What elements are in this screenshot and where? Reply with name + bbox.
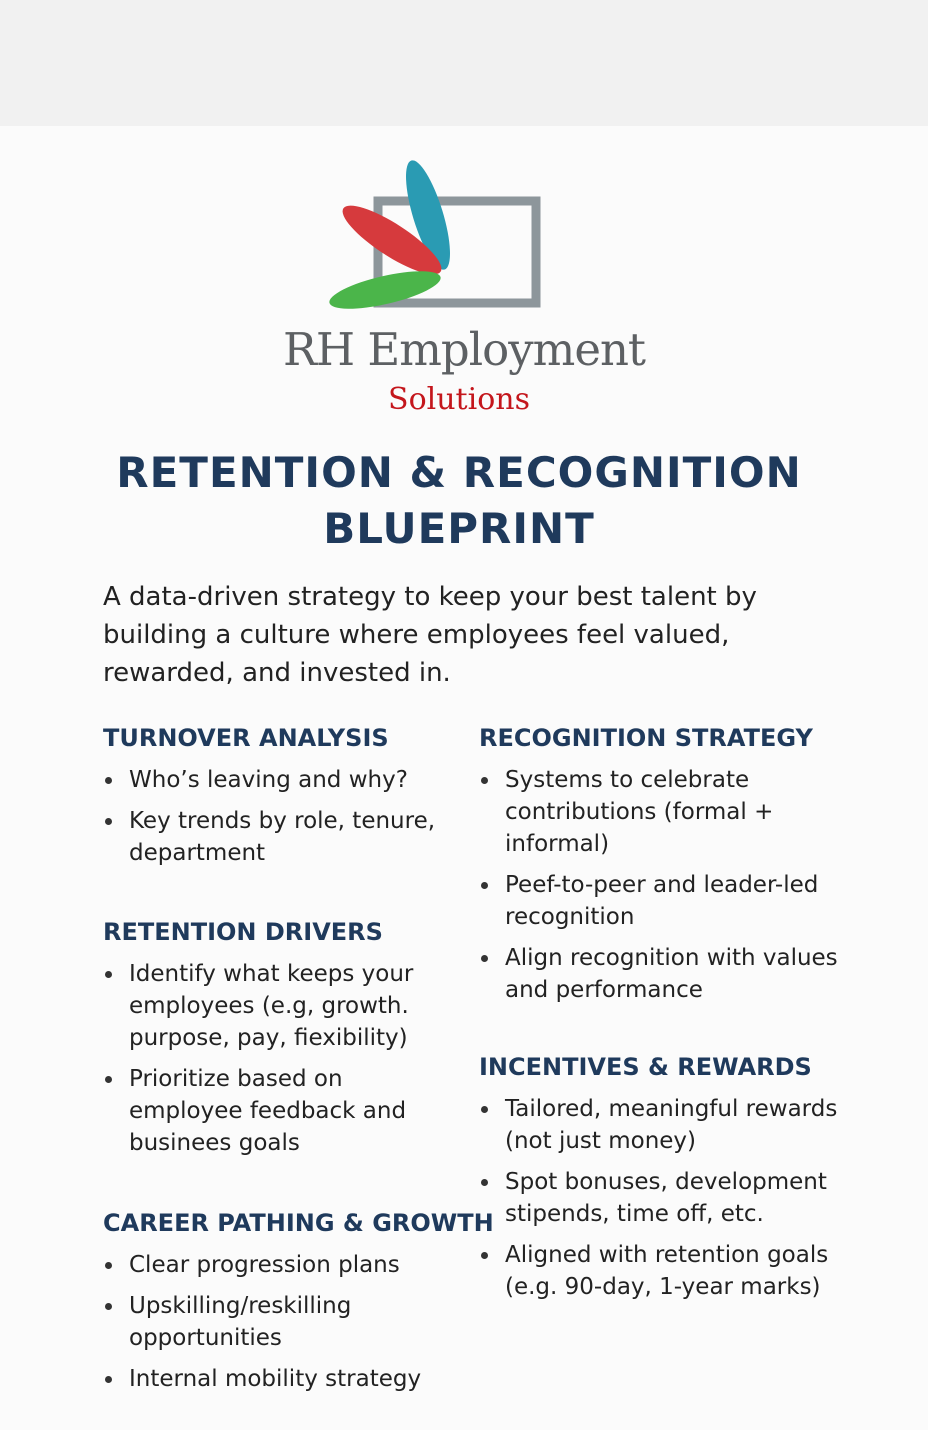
logo-green-petal <box>326 264 443 317</box>
section-recognition-strategy <box>479 722 839 1015</box>
intro-paragraph: A data-driven strategy to keep your best talent by building a culture where employees feel valued, rewarded, and invested in. <box>103 582 757 688</box>
bullet-list <box>479 1093 839 1303</box>
bullet-list <box>103 958 443 1159</box>
list-item: Spot bonuses, development stipends, time off, etc. <box>479 1166 839 1230</box>
list-item: Tailored, meaningful rewards (not just money) <box>479 1093 839 1157</box>
section-heading: RECOGNITION STRATEGY <box>479 724 813 752</box>
list-item: Peef-to-peer and leader-led recognition <box>479 869 839 933</box>
bullet-list <box>479 764 839 1006</box>
page-title <box>0 445 918 557</box>
section-heading: CAREER PATHING & GROWTH <box>103 1209 494 1237</box>
list-item: Key trends by role, tenure, department <box>103 805 463 869</box>
company-logo <box>320 158 550 318</box>
section-heading: RETENTION DRIVERS <box>103 918 383 946</box>
list-item: Prioritize based on employee feedback and businees goals <box>103 1063 443 1159</box>
list-item: Align recognition with values and performance <box>479 942 839 1006</box>
section-heading: INCENTIVES & REWARDS <box>479 1053 812 1081</box>
brand-name: RH Employment <box>282 323 646 376</box>
bullet-list <box>103 1249 463 1395</box>
list-item: Aligned with retention goals (e.g. 90-day, 1-year marks) <box>479 1239 839 1303</box>
section-retention-drivers <box>103 916 443 1168</box>
list-item: Clear progression plans <box>103 1249 463 1281</box>
list-item: Systems to celebrate contributions (formal + informal) <box>479 764 839 860</box>
list-item: Who’s leaving and why? <box>103 764 463 796</box>
bullet-list <box>103 764 463 869</box>
section-heading: TURNOVER ANALYSIS <box>103 724 389 752</box>
brand-subname: Solutions <box>388 382 530 417</box>
list-item: Internal mobility strategy <box>103 1363 463 1395</box>
title-line-1: RETENTION & RECOGNITION <box>116 448 802 497</box>
title-line-2: BLUEPRINT <box>323 504 595 553</box>
section-incentives-rewards <box>479 1051 839 1312</box>
section-career-pathing <box>103 1207 494 1404</box>
list-item: Upskilling/reskilling opportunities <box>103 1290 463 1354</box>
section-turnover-analysis <box>103 722 463 878</box>
list-item: Identify what keeps your employees (e.g, growth. purpose, pay, fiexibility) <box>103 958 443 1054</box>
